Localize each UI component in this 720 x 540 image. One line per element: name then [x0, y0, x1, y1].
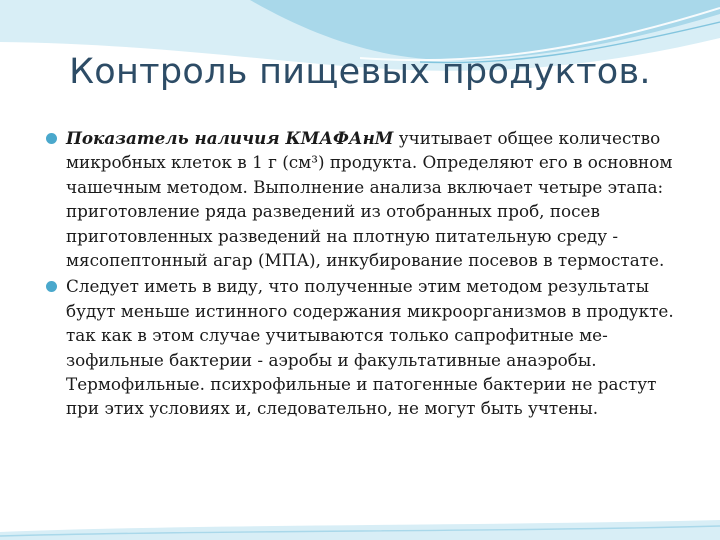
page-title: Контроль пищевых продуктов.: [69, 52, 651, 92]
list-item: [36, 126, 686, 272]
bullet-term: Показатель наличия КМАФАнМ: [66, 128, 394, 148]
bullet-text: учитывает общее количество микробных клеток в 1 г (см³) продукта. Определяют его в основном чашечным методом. Выполнение анализа включает четыре этапа: приготовление ряда разведений из отобранных проб, посев приготовленных разведений на плотную питательную среду - мясопептонный агар (МПА), инкубирование посевов в термостате.: [66, 128, 673, 271]
bullet-text: Следует иметь в виду, что полученные этим методом результаты будут меньше истинного содержания микроорганизмов в продукте. так как в этом случае учитываются только сапрофитные ме- зофильные бактерии - аэробы и факультативные анаэробы. Термофильные. психрофильные и патогенные бактерии не растут при этих условиях и, следовательно, не могут быть учтены.: [66, 276, 674, 419]
bullet-list: [36, 126, 686, 423]
bottom-wave-decoration: [0, 510, 720, 540]
list-item: [36, 274, 686, 420]
bullet-icon: [46, 133, 57, 144]
bullet-icon: [46, 281, 57, 292]
